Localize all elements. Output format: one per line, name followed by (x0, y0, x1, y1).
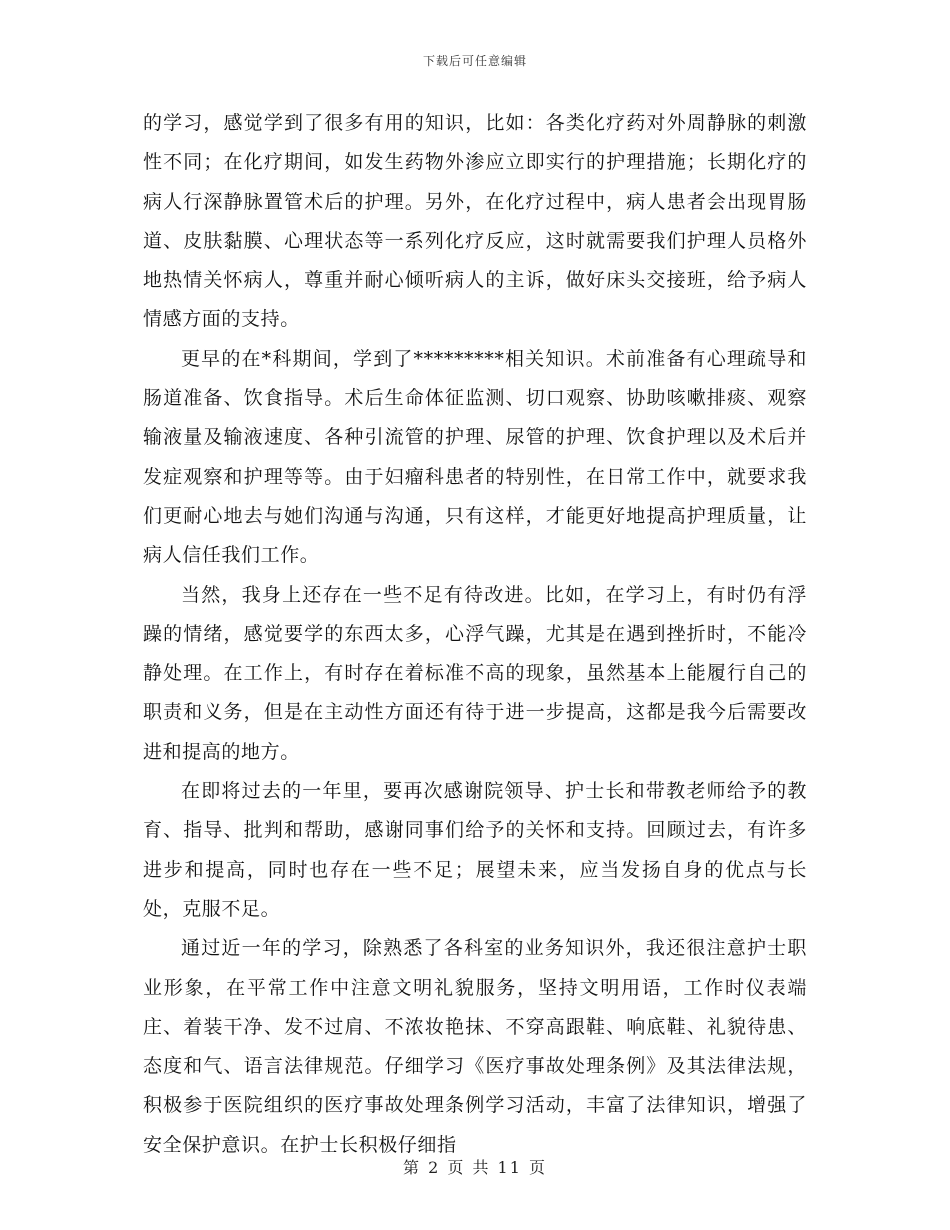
paragraph: 通过近一年的学习，除熟悉了各科室的业务知识外，我还很注意护士职业形象，在平常工作中注意文明礼貌服务，坚持文明用语，工作时仪表端庄、着装干净、发不过肩、不浓妆艳抹、不穿高跟鞋、响底鞋、礼貌待患、态度和气、语言法律规范。仔细学习《医疗事故处理条例》及其法律法规，积极参于医院组织的医疗事故处理条例学习活动，丰富了法律知识，增强了安全保护意识。在护士长积极仔细指 (143, 937, 807, 1156)
page-number-footer: 第 2 页 共 11 页 (403, 1158, 547, 1177)
paragraph: 更早的在*科期间，学到了*********相关知识。术前准备有心理疏导和肠道准备、饮食指导。术后生命体征监测、切口观察、协助咳嗽排痰、观察输液量及输液速度、各种引流管的护理、尿管的护理、饮食护理以及术后并发症观察和护理等等。由于妇瘤科患者的特别性，在日常工作中，就要求我们更耐心地去与她们沟通与沟通，只有这样，才能更好地提高护理质量，让病人信任我们工作。 (143, 347, 807, 567)
paragraph-continued: 的学习，感觉学到了很多有用的知识，比如：各类化疗药对外周静脉的刺激性不同；在化疗期间，如发生药物外渗应立即实行的护理措施；长期化疗的病人行深静脉置管术后的护理。另外，在化疗过程中，病人患者会出现胃肠道、皮肤黏膜、心理状态等一系列化疗反应，这时就需要我们护理人员格外地热情关怀病人，尊重并耐心倾听病人的主诉，做好床头交接班，给予病人情感方面的支持。 (143, 112, 807, 331)
paragraph: 当然，我身上还存在一些不足有待改进。比如，在学习上，有时仍有浮躁的情绪，感觉要学的东西太多，心浮气躁，尤其是在遇到挫折时，不能冷静处理。在工作上，有时存在着标准不高的现象，虽然基本上能履行自己的职责和义务，但是在主动性方面还有待于进一步提高，这都是我今后需要改进和提高的地方。 (143, 583, 807, 763)
paragraph: 在即将过去的一年里，要再次感谢院领导、护士长和带教老师给予的教育、指导、批判和帮助，感谢同事们给予的关怀和支持。回顾过去，有许多进步和提高，同时也存在一些不足；展望未来，应当发扬自身的优点与长处，克服不足。 (143, 780, 807, 920)
page-header: 下载后可任意编辑 (422, 54, 527, 68)
document-body (143, 104, 807, 1165)
